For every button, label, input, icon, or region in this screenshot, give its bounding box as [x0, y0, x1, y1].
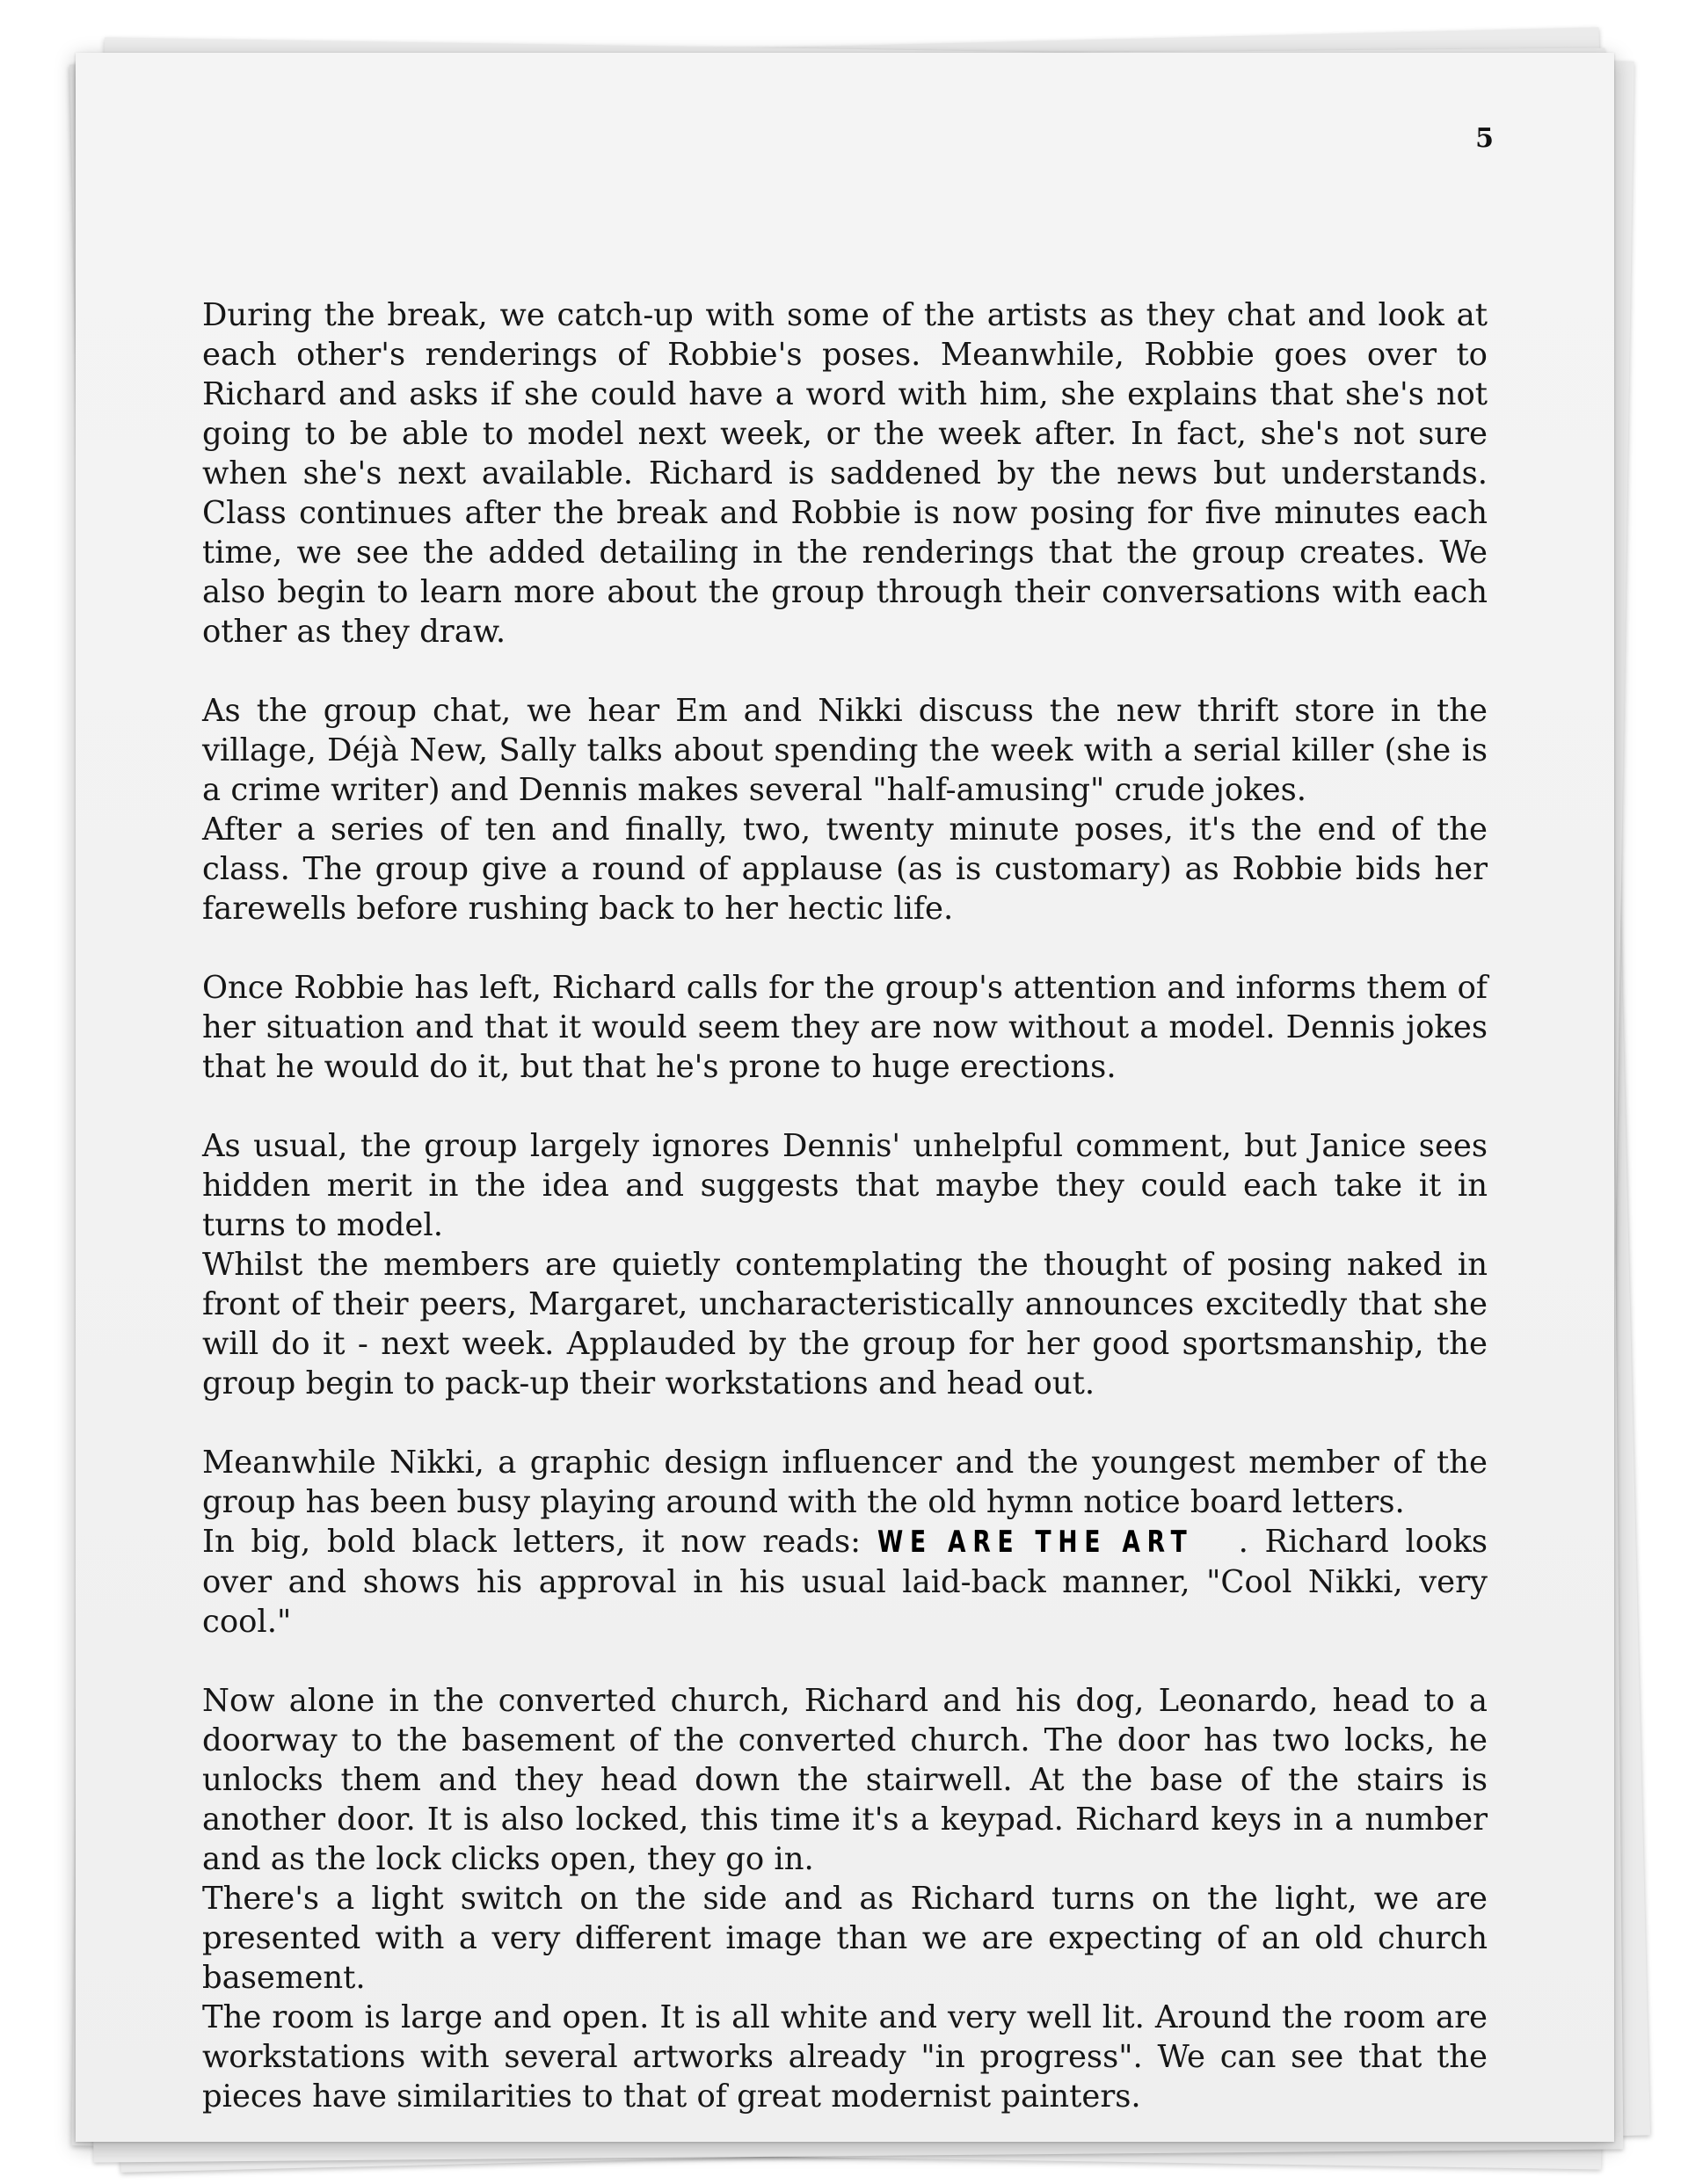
paragraph-end-of-class: After a series of ten and finally, two, twenty minute poses, it's the end of the class. The group give a round of applause (as is customary) as Robbie bids her farewells before rushing back to her hectic life. — [202, 812, 1488, 927]
notice-board-sign: WE ARE THE ART — [877, 1525, 1194, 1560]
page-number: 5 — [1475, 123, 1494, 154]
sign-intro-text: In big, bold black letters, it now reads: — [202, 1524, 877, 1560]
paragraph-robbie-left: Once Robbie has left, Richard calls for the group's attention and informs them of her situation and that it would seem they are now without a model. Dennis jokes that he would do it, but that he's prone to huge erections. — [202, 970, 1488, 1085]
paragraph-janice-idea: As usual, the group largely ignores Dennis' unhelpful comment, but Janice sees hidden merit in the idea and suggests that maybe they could each take it in turns to model. — [202, 1128, 1488, 1243]
page-body — [202, 295, 1488, 2116]
sign-outro-text: . Richard looks over and shows his approval in his usual laid-back manner, "Cool Nikki, very cool." — [202, 1524, 1488, 1640]
paragraph-nikki-board: Meanwhile Nikki, a graphic design influencer and the youngest member of the group has been busy playing around with the old hymn notice board letters. — [202, 1445, 1488, 1520]
paragraph-white-room: The room is large and open. It is all white and very well lit. Around the room are workstations with several artworks already "in progress". We can see that the pieces have similarities to that of great modernist painters. — [202, 1999, 1488, 2115]
paragraph-break-scene: During the break, we catch-up with some of the artists as they chat and look at each other's renderings of Robbie's poses. Meanwhile, Robbie goes over to Richard and asks if she could have a word with him, she explains that she's not going to be able to model next week, or the week after. In fact, she's not sure when she's next available. Richard is saddened by the news but understands. Class continues after the break and Robbie is now posing for five minutes each time, we see the added detailing in the renderings that the group creates. We also begin to learn more about the group through their conversations with each other as they draw. — [202, 297, 1488, 650]
paragraph-light-switch: There's a light switch on the side and as Richard turns on the light, we are presented with a very different image than we are expecting of an old church basement. — [202, 1881, 1488, 1996]
paragraph-margaret-volunteers: Whilst the members are quietly contemplating the thought of posing naked in front of their peers, Margaret, uncharacteristically announces excitedly that she will do it - next week. Applauded by the group for her good sportsmanship, the group begin to pack-up their workstations and head out. — [202, 1247, 1488, 1401]
paragraph-group-chat: As the group chat, we hear Em and Nikki discuss the new thrift store in the village, Déjà New, Sally talks about spending the week with a serial killer (she is a crime writer) and Dennis makes several "half-amusing" crude jokes. — [202, 693, 1488, 808]
paragraph-basement-descent: Now alone in the converted church, Richard and his dog, Leonardo, head to a doorway to the basement of the converted church. The door has two locks, he unlocks them and they head down the stairwell. At the base of the stairs is another door. It is also locked, this time it's a keypad. Richard keys in a number and as the lock clicks open, they go in. — [202, 1683, 1488, 1877]
paragraph-we-are-the-art — [202, 1522, 1488, 1642]
